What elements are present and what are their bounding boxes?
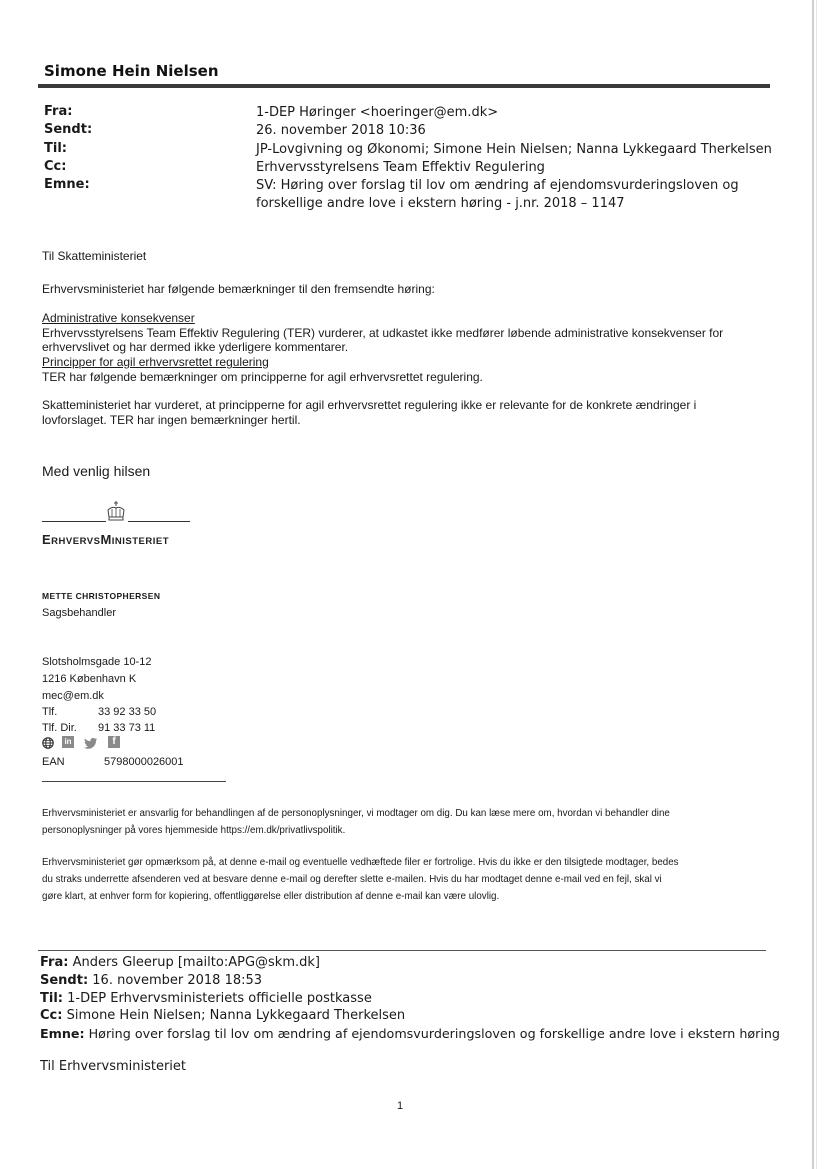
globe-icon[interactable] — [42, 736, 54, 748]
subject-label: Emne: — [44, 177, 90, 192]
signature-divider — [42, 781, 226, 782]
signer-title: Sagsbehandler — [42, 607, 117, 619]
to-label: Til: — [44, 141, 67, 156]
to-value[interactable]: JP-Lovgivning og Økonomi; Simone Hein Nielsen; Nanna Lykkegaard Therkelsen — [256, 142, 772, 157]
section-admin-line-1: Erhvervsstyrelsens Team Effektiv Regulering (TER) vurderer, at udkastet ikke medfører løbende administrative konsekvenser for — [42, 326, 724, 340]
fwd-sent: Sendt: 16. november 2018 18:53 — [40, 973, 263, 988]
facebook-icon[interactable]: f — [108, 736, 120, 748]
fwd-to: Til: 1-DEP Erhvervsministeriets officielle postkasse — [40, 991, 372, 1006]
signer-email[interactable]: mec@em.dk — [42, 690, 104, 702]
ean-value: 5798000026001 — [104, 756, 184, 768]
para3-line-1: Skatteministeriet har vurderet, at principperne for agil erhvervsrettet regulering ikke er relevante for de konkrete ændringer i — [42, 398, 697, 412]
intro-text: Erhvervsministeriet har følgende bemærkninger til den fremsendte høring: — [42, 282, 435, 296]
scan-edge — [812, 0, 814, 1169]
salutation: Til Skatteministeriet — [42, 249, 147, 263]
address-city: 1216 København K — [42, 673, 137, 685]
disclaimer-p2-line-1: Erhvervsministeriet gør opmærksom på, at denne e-mail og eventuelle vedhæftede filer er fortrolige. Hvis du ikke er den tilsigtede modtager, bedes — [42, 857, 679, 868]
twitter-icon[interactable] — [84, 736, 96, 748]
section-agile-line-1: TER har følgende bemærkninger om principperne for agil erhvervsrettet regulering. — [42, 370, 483, 384]
signer-name: METTE CHRISTOPHERSEN — [42, 591, 161, 601]
scan-edge-shadow — [816, 0, 817, 1169]
from-label: Fra: — [44, 104, 73, 119]
ministry-wordmark: ERHVERVSMINISTERIET — [42, 532, 170, 547]
fwd-cc: Cc: Simone Hein Nielsen; Nanna Lykkegaard Therkelsen — [40, 1008, 406, 1023]
disclaimer-p1-line-1: Erhvervsministeriet er ansvarlig for behandlingen af de personoplysninger, vi modtager om dig. Du kan læse mere om, hvordan vi behandler dine — [42, 808, 670, 819]
cc-value[interactable]: Erhvervsstyrelsens Team Effektiv Regulering — [256, 160, 545, 175]
forward-divider — [38, 950, 766, 951]
section-heading-admin: Administrative konsekvenser — [42, 311, 195, 325]
ean-label: EAN — [42, 756, 65, 768]
section-admin-line-2: erhvervslivet og har dermed ikke yderligere kommentarer. — [42, 340, 349, 354]
disclaimer-p1-line-2: personoplysninger på vores hjemmeside https://em.dk/privatlivspolitik. — [42, 825, 346, 836]
crown-icon — [104, 500, 128, 529]
fwd-subject: Emne: Høring over forslag til lov om ændring af ejendomsvurderingsloven og forskellige andre love i ekstern høring — [40, 1026, 780, 1041]
closing-greeting: Med venlig hilsen — [42, 463, 151, 479]
cc-label: Cc: — [44, 159, 67, 174]
from-value[interactable]: 1-DEP Høringer <hoeringer@em.dk> — [256, 105, 499, 120]
sent-value: 26. november 2018 10:36 — [256, 123, 426, 138]
fwd-salutation: Til Erhvervsministeriet — [40, 1059, 187, 1074]
section-heading-agile: Principper for agil erhvervsrettet regulering — [42, 355, 269, 369]
subject-line-1: SV: Høring over forslag til lov om ændring af ejendomsvurderingsloven og — [256, 178, 739, 193]
address-street: Slotsholmsgade 10-12 — [42, 656, 152, 668]
fwd-from: Fra: Anders Gleerup [mailto:APG@skm.dk] — [40, 955, 320, 970]
logo-rule-left — [42, 521, 106, 522]
phone-direct-label: Tlf. Dir. — [42, 722, 77, 734]
page-number: 1 — [397, 1100, 404, 1112]
sent-label: Sendt: — [44, 122, 93, 137]
phone-value[interactable]: 33 92 33 50 — [98, 706, 157, 718]
para3-line-2: lovforslaget. TER har ingen bemærkninger hertil. — [42, 413, 301, 427]
linkedin-icon[interactable]: in — [62, 736, 74, 748]
subject-line-2: forskellige andre love i ekstern høring - j.nr. 2018 – 1147 — [256, 196, 625, 211]
phone-label: Tlf. — [42, 706, 58, 718]
mailbox-owner: Simone Hein Nielsen — [44, 62, 219, 80]
owner-divider — [38, 84, 770, 88]
phone-direct-value[interactable]: 91 33 73 11 — [98, 722, 156, 734]
disclaimer-p2-line-3: gøre klart, at enhver form for kopiering, offentliggørelse eller distribution af denne e-mail kan være ulovlig. — [42, 891, 500, 902]
logo-rule-right — [128, 521, 190, 522]
disclaimer-p2-line-2: du straks underrette afsenderen ved at besvare denne e-mail og derefter slette e-mailen. Hvis du har modtaget denne e-mail ved en fejl, skal vi — [42, 874, 662, 885]
